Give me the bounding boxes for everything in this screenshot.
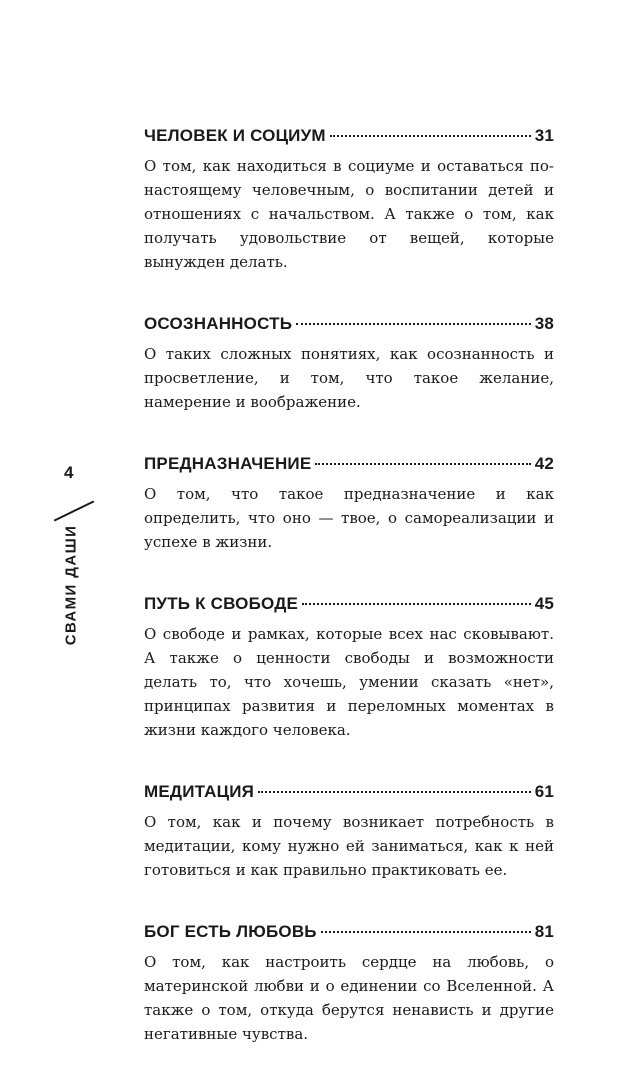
toc-title: МЕДИТАЦИЯ <box>144 782 255 801</box>
toc-leader-dots <box>296 323 531 325</box>
toc-heading <box>144 780 554 804</box>
toc-page-number: 61 <box>534 782 554 801</box>
toc-page-number: 81 <box>534 922 554 941</box>
toc-page-number: 45 <box>534 594 554 613</box>
running-title-text: СВАМИ ДАШИ <box>62 524 80 646</box>
toc-heading <box>144 124 554 148</box>
toc-leader-dots <box>258 791 531 793</box>
toc-title: БОГ ЕСТЬ ЛЮБОВЬ <box>144 922 317 941</box>
toc-page-number: 38 <box>534 314 554 333</box>
toc-heading <box>144 452 554 476</box>
toc-description: О том, как настроить сердце на любовь, о материнской любви и о единении со Вселенной. А также о том, откуда берутся ненависть и другие негативные чувства. <box>144 953 554 1043</box>
toc-title: ПУТЬ К СВОБОДЕ <box>144 594 299 613</box>
toc-heading <box>144 920 554 944</box>
toc-heading <box>144 312 554 336</box>
toc-title: ЧЕЛОВЕК И СОЦИУМ <box>144 126 326 145</box>
toc-leader-dots <box>330 135 531 137</box>
toc-leader-dots <box>302 603 531 605</box>
toc-title: ПРЕДНАЗНАЧЕНИЕ <box>144 454 312 473</box>
toc-page-number: 31 <box>534 126 554 145</box>
toc-description: О свободе и рамках, которые всех нас сковывают. А также о ценности свободы и возможности делать то, что хочешь, умении сказать «нет», принципах развития и переломных моментах в жизни каждого человека. <box>144 625 554 739</box>
toc-entry <box>144 452 554 554</box>
table-of-contents <box>144 124 554 1084</box>
page-number: 4 <box>64 463 74 482</box>
toc-description: О том, как находиться в социуме и оставаться по-настоящему человечным, о воспитании детей и отношениях с начальством. А также о том, как получать удовольствие от вещей, которые вынужден делать. <box>144 157 554 271</box>
side-divider <box>54 500 94 521</box>
toc-entry <box>144 312 554 414</box>
toc-description: О том, что такое предназначение и как определить, что оно — твое, о самореализации и успехе в жизни. <box>144 485 554 551</box>
toc-title: ОСОЗНАННОСТЬ <box>144 314 293 333</box>
running-title <box>58 524 84 646</box>
toc-leader-dots <box>321 931 531 933</box>
toc-description: О том, как и почему возникает потребность в медитации, кому нужно ей заниматься, как к ней готовиться и как правильно практиковать ее. <box>144 813 554 879</box>
toc-entry <box>144 124 554 274</box>
toc-page-number: 42 <box>534 454 554 473</box>
toc-entry <box>144 920 554 1046</box>
toc-heading <box>144 592 554 616</box>
toc-entry <box>144 592 554 742</box>
toc-entry <box>144 780 554 882</box>
toc-leader-dots <box>315 463 530 465</box>
toc-description: О таких сложных понятиях, как осознанность и просветление, и том, что такое желание, намерение и воображение. <box>144 345 554 411</box>
